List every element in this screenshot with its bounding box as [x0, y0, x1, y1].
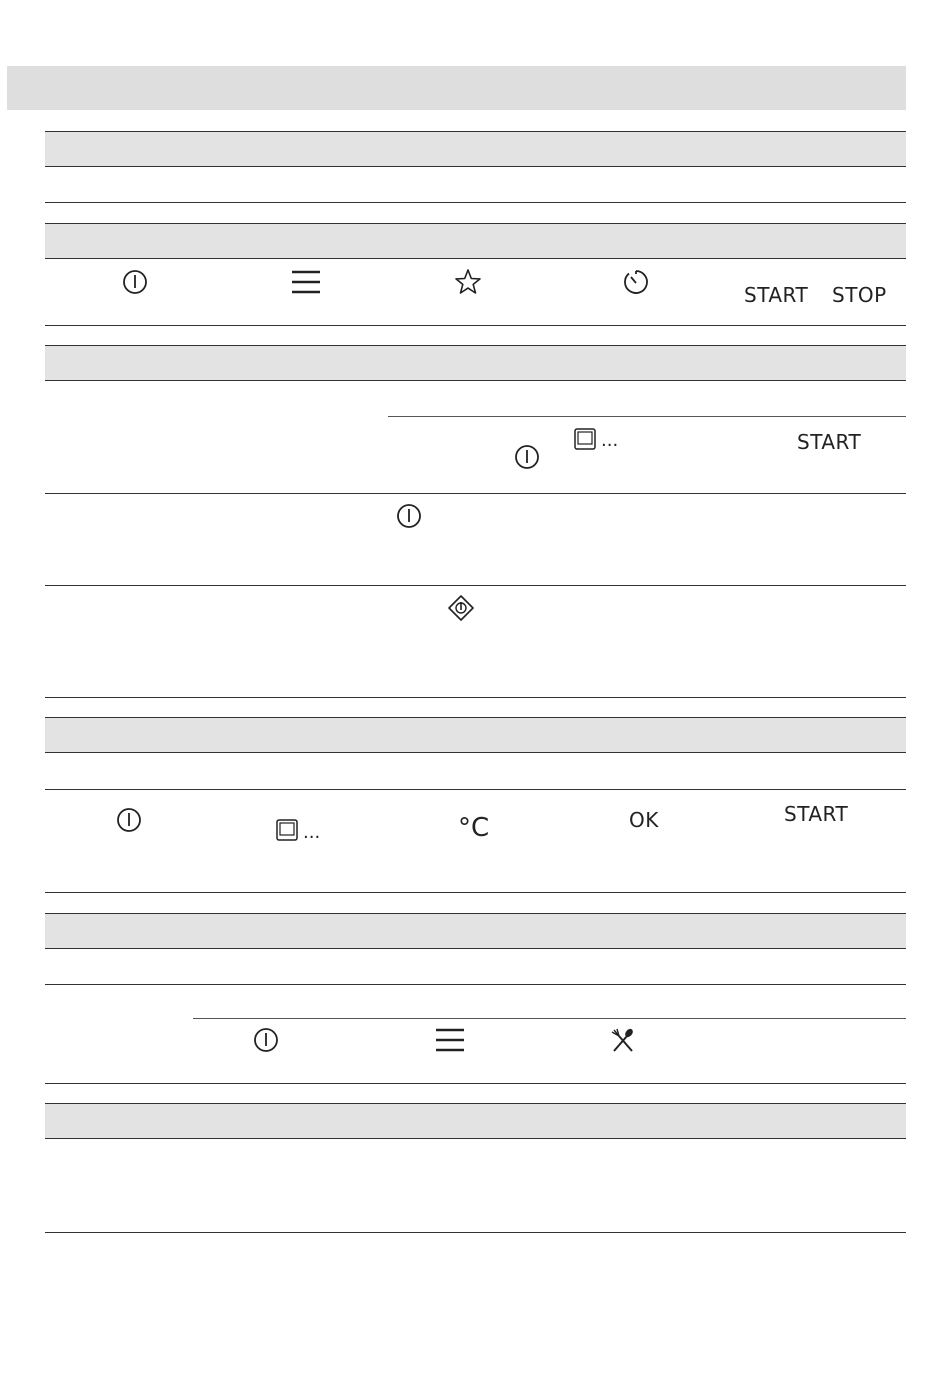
oven-function-icon[interactable]	[573, 427, 597, 451]
sub-row-divider	[193, 1018, 906, 1019]
oven-function-icon[interactable]	[275, 818, 299, 842]
table-header-band	[45, 345, 906, 381]
key-lock-icon[interactable]	[447, 594, 475, 622]
menu-icon[interactable]	[290, 268, 322, 296]
timer-icon[interactable]	[621, 267, 651, 297]
start-button[interactable]: START	[797, 430, 862, 454]
start-button[interactable]: START	[744, 283, 809, 307]
row-divider	[45, 493, 906, 494]
power-icon[interactable]	[115, 806, 143, 834]
row-divider	[45, 697, 906, 698]
table-header-band	[45, 223, 906, 259]
row-divider	[45, 202, 906, 203]
ellipsis: ...	[303, 822, 321, 843]
power-icon[interactable]	[252, 1026, 280, 1054]
power-icon[interactable]	[121, 268, 149, 296]
temperature-button[interactable]: °C	[458, 813, 490, 843]
section-title-bar	[7, 66, 906, 110]
cutlery-icon[interactable]	[609, 1027, 637, 1055]
sub-row-divider	[388, 416, 906, 417]
stop-button[interactable]: STOP	[832, 283, 887, 307]
row-divider	[45, 585, 906, 586]
power-icon[interactable]	[395, 502, 423, 530]
row-divider	[45, 1083, 906, 1084]
table-header-band	[45, 1103, 906, 1139]
menu-icon[interactable]	[434, 1026, 466, 1054]
table-header-band	[45, 717, 906, 753]
table-header-band	[45, 913, 906, 949]
ellipsis: ...	[601, 430, 619, 451]
row-divider	[45, 984, 906, 985]
row-divider	[45, 892, 906, 893]
row-divider	[45, 1232, 906, 1233]
star-icon[interactable]	[454, 268, 482, 296]
row-divider	[45, 789, 906, 790]
table-header-band	[45, 131, 906, 167]
row-divider	[45, 325, 906, 326]
power-icon[interactable]	[513, 443, 541, 471]
start-button[interactable]: START	[784, 802, 849, 826]
ok-button[interactable]: OK	[629, 808, 659, 832]
